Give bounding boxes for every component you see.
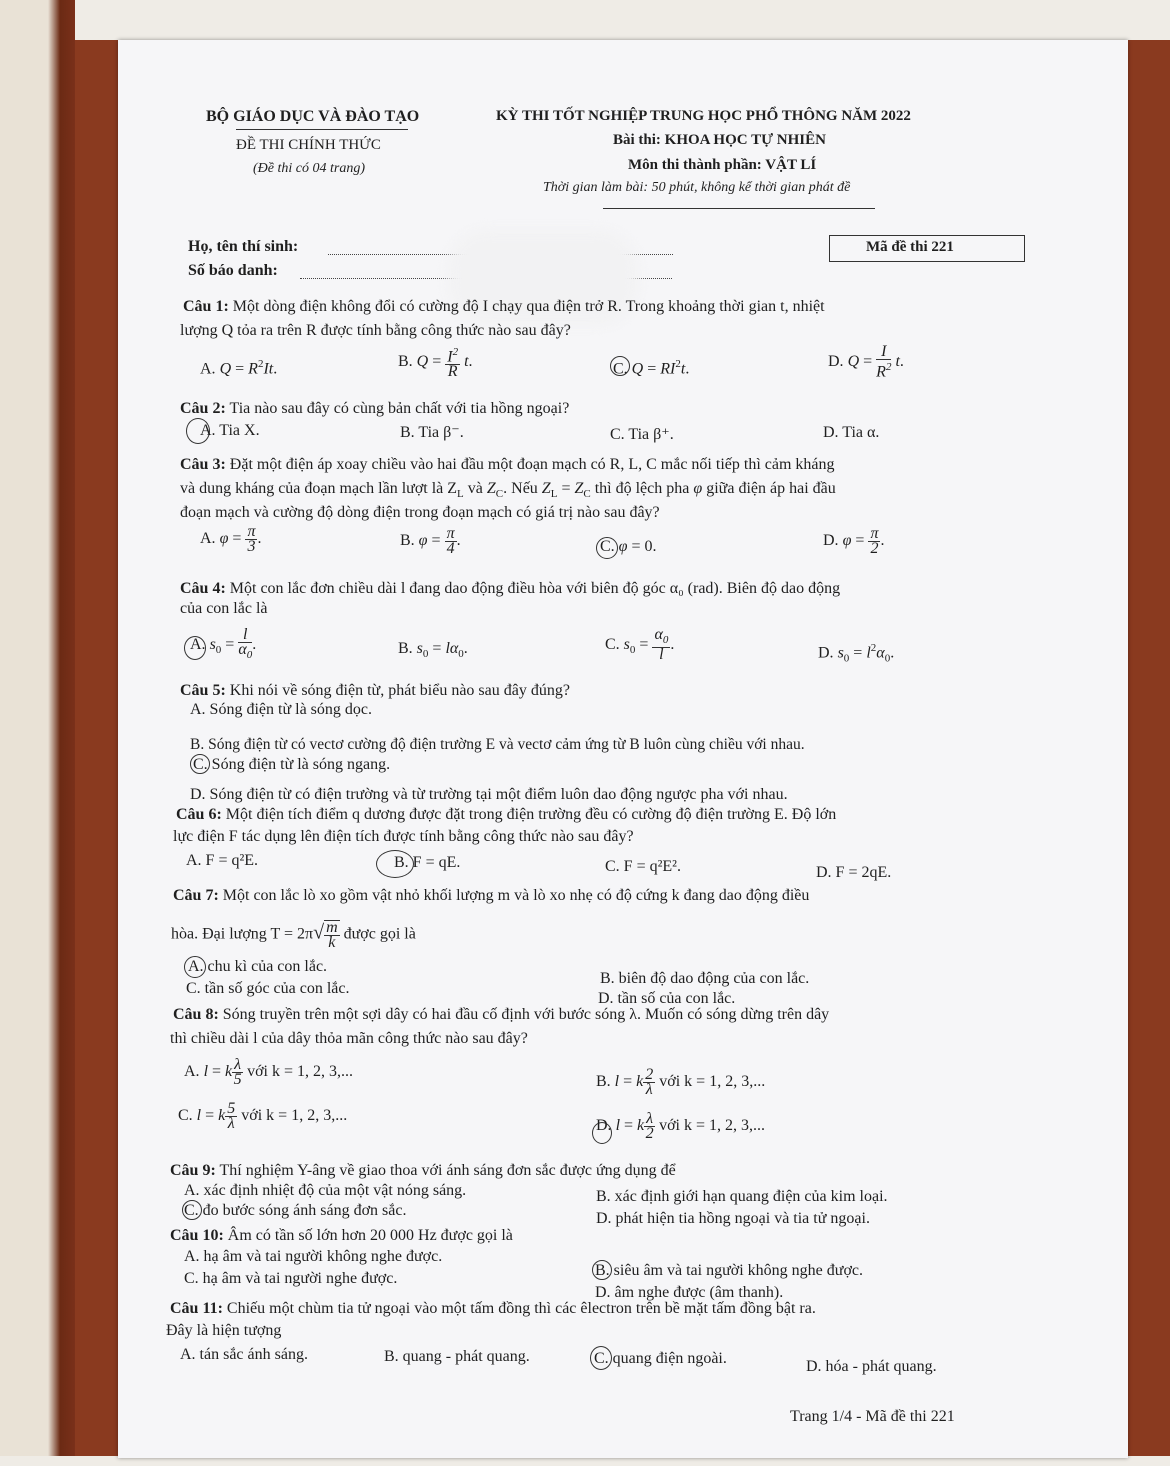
q11-option-c: C. quang điện ngoài.: [594, 1350, 727, 1367]
q2-option-b: B. Tia β⁻.: [400, 424, 464, 441]
q4-stem: Câu 4: Một con lắc đơn chiều dài l đang dao động điều hòa với biên độ góc α₀ (rad). Biên độ dao động: [180, 580, 841, 597]
q9-option-d: D. phát hiện tia hồng ngoại và tia tử ngoại.: [596, 1210, 870, 1227]
exam-code: Mã đề thi 221: [866, 239, 954, 255]
q3-option-b: B. φ = $\frac{\pi}{4}$ .: [400, 525, 461, 557]
q1-text2: lượng Q tỏa ra trên R được tính bằng công thức nào sau đây?: [180, 322, 571, 339]
q2-option-c: C. Tia β⁺.: [610, 426, 674, 443]
q1-label: Câu 1:: [183, 298, 229, 315]
q3-text3: đoạn mạch và cường độ dòng điện trong đoạn mạch có giá trị nào sau đây?: [180, 504, 660, 521]
q2-option-a: A. Tia X.: [200, 422, 260, 439]
page-footer: Trang 1/4 - Mã đề thi 221: [790, 1408, 955, 1425]
q11-text2: Đây là hiện tượng: [166, 1322, 282, 1339]
background-top: [0, 0, 1170, 40]
q1-text1: Một dòng điện không đổi có cường độ I chạy qua điện trở R. Trong khoảng thời gian t, nhiệt: [232, 298, 825, 315]
q5-label: Câu 5:: [180, 682, 226, 699]
exam-paper: [118, 40, 1128, 1458]
q6-option-b: B. F = qE.: [394, 854, 461, 871]
q3-option-a: A. φ = $\frac{\pi}{3}$ .: [200, 523, 262, 555]
q1-option-b: B. Q = $\frac{I^2}{R}$ t.: [398, 346, 473, 381]
component-title: Môn thi thành phần: VẬT LÍ: [628, 157, 817, 173]
q8-option-a: A. l = k $\frac{\lambda}{5}$ với k = 1, 2, 3,...: [184, 1056, 354, 1088]
ministry-underline: [236, 129, 408, 130]
q7-option-b: B. biên độ dao động của con lắc.: [600, 970, 810, 987]
q2-label: Câu 2:: [180, 400, 226, 417]
q9-label: Câu 9:: [170, 1162, 216, 1179]
official-label: ĐỀ THI CHÍNH THỨC: [236, 137, 381, 153]
q5-option-a: A. Sóng điện từ là sóng dọc.: [190, 701, 372, 718]
q7-option-d: D. tần số của con lắc.: [598, 990, 736, 1007]
q8-stem: Câu 8: Sóng truyền trên một sợi dây có hai đầu cố định với bước sóng λ. Muốn có sóng dừng trên dây: [173, 1006, 830, 1023]
q7-text2: hòa. Đại lượng T = 2π√ $\frac{m}{k}$ được gọi là: [171, 919, 416, 951]
q11-option-d: D. hóa - phát quang.: [806, 1358, 937, 1375]
pages-note: (Đề thi có 04 trang): [253, 161, 365, 176]
q9-option-b: B. xác định giới hạn quang điện của kim loại.: [596, 1188, 888, 1205]
q10-option-b: B. siêu âm và tai người không nghe được.: [595, 1262, 863, 1279]
q1-stem: [183, 296, 825, 317]
q10-option-d: D. âm nghe được (âm thanh).: [595, 1284, 784, 1301]
q4-option-a: A. $s_0$ = $\frac{l}{\alpha_0}$ .: [190, 626, 257, 662]
q9-option-a: A. xác định nhiệt độ của một vật nóng sáng.: [184, 1182, 467, 1199]
q6-text2: lực điện F tác dụng lên điện tích được tính bằng công thức nào sau đây?: [173, 828, 634, 845]
q2-stem: Câu 2: Tia nào sau đây có cùng bản chất với tia hồng ngoại?: [180, 400, 570, 417]
q10-label: Câu 10:: [170, 1227, 224, 1244]
q8-label: Câu 8:: [173, 1006, 219, 1023]
q7-option-c: C. tần số góc của con lắc.: [186, 980, 350, 997]
q3-option-d: D. φ = $\frac{\pi}{2}$ .: [823, 525, 885, 557]
q10-stem: Câu 10: Âm có tần số lớn hơn 20 000 Hz được gọi là: [170, 1227, 513, 1244]
q8-option-d: D. l = k $\frac{\lambda}{2}$ với k = 1, 2, 3,...: [596, 1110, 766, 1142]
q4-option-d: D. $s_0 = l^2\alpha_0$.: [818, 642, 895, 665]
q4-option-c: C. $s_0$ = $\frac{\alpha_0}{l}$ .: [605, 626, 675, 664]
subject-title: Bài thi: KHOA HỌC TỰ NHIÊN: [613, 132, 826, 148]
q7-stem: Câu 7: Một con lắc lò xo gồm vật nhỏ khối lượng m và lò xo nhẹ có độ cứng k đang dao động điều: [173, 887, 810, 904]
q5-option-b: B. Sóng điện từ có vectơ cường độ điện trường E và vectơ cảm ứng từ B luôn cùng chiều với nhau.: [190, 736, 805, 753]
q3-text2: và dung kháng của đoạn mạch lần lượt là $Z_L$ và $Z_C$. Nếu $Z_L = Z_C$ thì độ lệch pha φ giữa điện áp hai đầu: [180, 480, 836, 501]
q6-label: Câu 6:: [176, 806, 222, 823]
q5-option-c: C. Sóng điện từ là sóng ngang.: [193, 756, 391, 773]
q1-option-c: C. $Q = RI^2t$.: [613, 358, 690, 378]
q8-option-c: C. l = k $\frac{5}{\lambda}$ với k = 1, 2, 3,...: [178, 1100, 348, 1132]
q1-option-a: A. $Q = R^2It$.: [200, 358, 278, 378]
q10-option-c: C. hạ âm và tai người nghe được.: [184, 1270, 398, 1287]
q1-option-d: D. Q = $\frac{I}{R^2}$ t.: [828, 343, 904, 381]
exam-title: KỲ THI TỐT NGHIỆP TRUNG HỌC PHỔ THÔNG NĂM 2022: [496, 108, 911, 124]
q6-stem: Câu 6: Một điện tích điểm q dương được đặt trong điện trường đều có cường độ điện trường E. Độ lớn: [176, 806, 837, 823]
q6-option-c: C. F = q²E².: [605, 858, 681, 875]
time-underline: [603, 208, 875, 209]
q4-option-b: B. $s_0 = l\alpha_0$.: [398, 640, 468, 661]
q8-option-b: B. l = k $\frac{2}{\lambda}$ với k = 1, 2, 3,...: [596, 1066, 766, 1098]
q4-text2: của con lắc là: [180, 600, 268, 617]
q3-label: Câu 3:: [180, 456, 226, 473]
q6-option-d: D. F = 2qE.: [816, 864, 892, 881]
background-left: [0, 0, 75, 1466]
q7-label: Câu 7:: [173, 887, 219, 904]
q8-text2: thì chiều dài l của dây thỏa mãn công thức nào sau đây?: [170, 1030, 528, 1047]
ministry-name: BỘ GIÁO DỤC VÀ ĐÀO TẠO: [206, 108, 420, 125]
q4-label: Câu 4:: [180, 580, 226, 597]
q7-option-a: A. chu kì của con lắc.: [188, 958, 328, 975]
q11-option-a: A. tán sắc ánh sáng.: [180, 1346, 308, 1363]
q3-option-c: C. φ = 0.: [600, 538, 657, 555]
candidate-name-label: Họ, tên thí sinh:: [188, 238, 299, 255]
q10-option-a: A. hạ âm và tai người không nghe được.: [184, 1248, 443, 1265]
time-note: Thời gian làm bài: 50 phút, không kể thời gian phát đề: [543, 180, 851, 195]
q3-stem: Câu 3: Đặt một điện áp xoay chiều vào hai đầu một đoạn mạch có R, L, C mắc nối tiếp thì cảm kháng: [180, 456, 835, 473]
q6-option-a: A. F = q²E.: [186, 852, 259, 869]
q11-stem: Câu 11: Chiếu một chùm tia tử ngoại vào một tấm đồng thì các êlectron trên bề mặt tấm đồng bật ra.: [170, 1300, 816, 1317]
q2-option-d: D. Tia α.: [823, 424, 880, 441]
q9-stem: Câu 9: Thí nghiệm Y-âng về giao thoa với ánh sáng đơn sắc được ứng dụng để: [170, 1162, 676, 1179]
q9-option-c: C. đo bước sóng ánh sáng đơn sắc.: [184, 1202, 407, 1219]
q5-stem: Câu 5: Khi nói về sóng điện từ, phát biểu nào sau đây đúng?: [180, 682, 570, 699]
q5-option-d: D. Sóng điện từ có điện trường và từ trường tại một điểm luôn dao động ngược pha với nhau.: [190, 786, 788, 803]
candidate-id-label: Số báo danh:: [188, 262, 278, 279]
q11-option-b: B. quang - phát quang.: [384, 1348, 530, 1365]
q11-label: Câu 11:: [170, 1300, 223, 1317]
